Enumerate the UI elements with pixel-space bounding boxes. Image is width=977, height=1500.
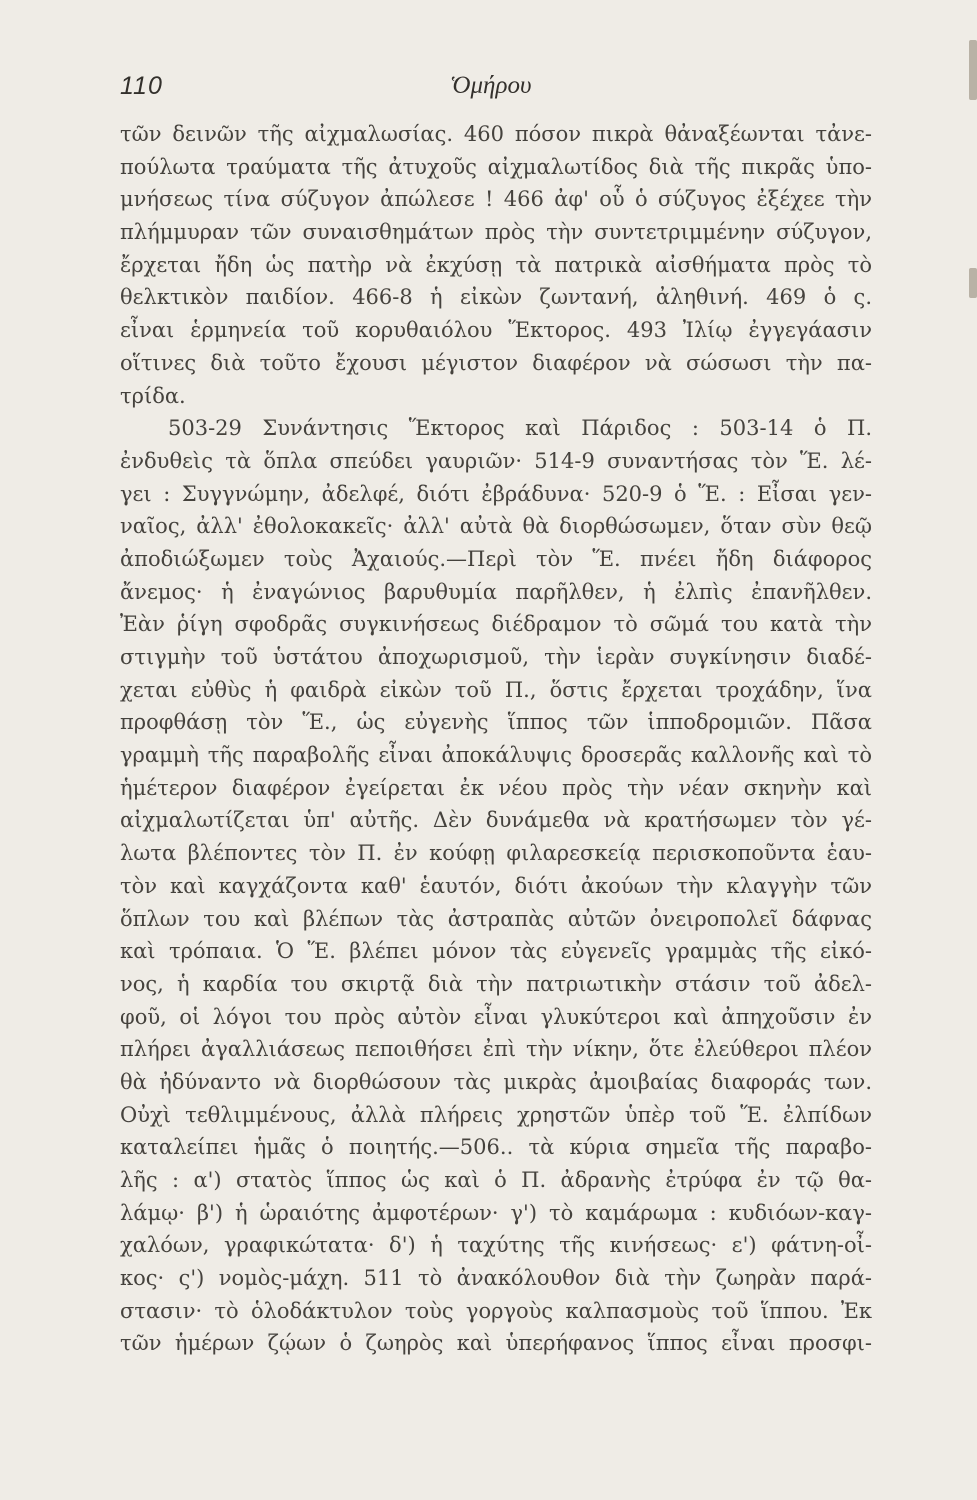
page-edge-mark	[969, 40, 977, 100]
text-line: φοῦ, οἱ λόγοι του πρὸς αὐτὸν εἶναι γλυκύτεροι καὶ ἀπηχοῦσιν ἐν	[120, 1004, 872, 1029]
text-line: χεται εὐθὺς ἡ φαιδρὰ εἰκὼν τοῦ Π., ὅστις ἔρχεται τροχάδην, ἵνα	[120, 677, 872, 702]
text-line: χαλόων, γραφικώτατα· δ') ἡ ταχύτης τῆς κινήσεως· ε') φάτνη-οἶ-	[120, 1233, 872, 1258]
text-line: πλήμμυραν τῶν συναισθημάτων πρὸς τὴν συντετριμμένην σύζυγον,	[120, 220, 872, 245]
text-line: τρίδα.	[120, 383, 186, 408]
text-line: λωτα βλέποντες τὸν Π. ἐν κούφῃ φιλαρεσκείᾳ περισκοποῦντα ἑαυ-	[120, 841, 872, 866]
text-line: πλήρει ἀγαλλιάσεως πεποιθήσει ἐπὶ τὴν νίκην, ὅτε ἐλεύθεροι πλέον	[120, 1037, 872, 1062]
text-line: τῶν ἡμέρων ζῴων ὁ ζωηρὸς καὶ ὑπερήφανος ἵππος εἶναι προσφι-	[120, 1331, 872, 1356]
text-line: στασιν· τὸ ὁλοδάκτυλον τοὺς γοργοὺς καλπασμοὺς τοῦ ἵππου. Ἐκ	[120, 1298, 872, 1323]
text-line: ἀποδιώξωμεν τοὺς Ἀχαιούς.—Περὶ τὸν Ἕ. πνέει ἤδη διάφορος	[120, 546, 872, 571]
text-line: Οὐχὶ τεθλιμμένους, ἀλλὰ πλήρεις χρηστῶν ὑπὲρ τοῦ Ἕ. ἐλπίδων	[120, 1102, 872, 1127]
text-line: καταλείπει ἡμᾶς ὁ ποιητής.—506.. τὰ κύρια σημεῖα τῆς παραβο-	[120, 1135, 872, 1160]
text-line: γει : Συγγνώμην, ἀδελφέ, διότι ἐβράδυνα· 520-9 ὁ Ἕ. : Εἶσαι γεν-	[120, 481, 872, 506]
text-line: στιγμὴν τοῦ ὑστάτου ἀποχωρισμοῦ, τὴν ἱερὰν συγκίνησιν διαδέ-	[120, 645, 872, 669]
body-text	[120, 118, 872, 1360]
text-line: ναῖος, ἀλλ' ἐθολοκακεῖς· ἀλλ' αὐτὰ θὰ διορθώσωμεν, ὅταν σὺν θεῷ	[120, 514, 872, 539]
text-line: εἶναι ἑρμηνεία τοῦ κορυθαιόλου Ἕκτορος. 493 Ἰλίῳ ἐγγεγάασιν	[120, 318, 872, 343]
text-line: θὰ ἠδύναντο νὰ διορθώσουν τὰς μικρὰς ἀμοιβαίας διαφοράς των.	[120, 1069, 872, 1094]
text-line: λῆς : α') στατὸς ἵππος ὡς καὶ ὁ Π. ἀδρανὴς ἐτρύφα ἐν τῷ θα-	[120, 1168, 872, 1192]
text-line: καὶ τρόπαια. Ὁ Ἕ. βλέπει μόνον τὰς εὐγενεῖς γραμμὰς τῆς εἰκό-	[120, 939, 872, 964]
text-line: τῶν δεινῶν τῆς αἰχμαλωσίας. 460 πόσον πικρὰ θἀναξέωνται τἀνε-	[120, 122, 872, 146]
text-line: λάμῳ· β') ἡ ὡραιότης ἀμφοτέρων· γ') τὸ καμάρωμα : κυδιόων-καγ-	[120, 1200, 872, 1225]
text-line: οἵτινες διὰ τοῦτο ἔχουσι μέγιστον διαφέρον νὰ σώσωσι τὴν πα-	[120, 350, 872, 375]
running-title: Ὁμήρου	[450, 72, 532, 99]
text-line: τὸν καὶ καγχάζοντα καθ' ἑαυτόν, διότι ἀκούων τὴν κλαγγὴν τῶν	[120, 873, 872, 898]
text-line: θελκτικὸν παιδίον. 466-8 ἡ εἰκὼν ζωντανή, ἀληθινή. 469 ὁ ς.	[120, 285, 872, 310]
text-line: νος, ἡ καρδία του σκιρτᾷ διὰ τὴν πατριωτικὴν στάσιν τοῦ ἀδελ-	[120, 971, 872, 996]
text-line: ἄνεμος· ἡ ἐναγώνιος βαρυθυμία παρῆλθεν, ἡ ἐλπὶς ἐπανῆλθεν.	[120, 579, 872, 604]
text-line: αἰχμαλωτίζεται ὑπ' αὐτῆς. Δὲν δυνάμεθα νὰ κρατήσωμεν τὸν γέ-	[120, 808, 872, 833]
text-line: πούλωτα τραύματα τῆς ἀτυχοῦς αἰχμαλωτίδος διὰ τῆς πικρᾶς ὑπο-	[120, 154, 872, 179]
text-line: γραμμὴ τῆς παραβολῆς εἶναι ἀποκάλυψις δροσερᾶς καλλονῆς καὶ τὸ	[120, 743, 872, 768]
text-line: ἔρχεται ἤδη ὡς πατὴρ νὰ ἐκχύσῃ τὰ πατρικὰ αἰσθήματα πρὸς τὸ	[120, 252, 872, 277]
text-line: ὅπλων του καὶ βλέπων τὰς ἀστραπὰς αὐτῶν ὀνειροπολεῖ δάφνας	[120, 906, 872, 931]
page-header	[120, 72, 870, 104]
text-line: κος· ς') νομὸς-μάχη. 511 τὸ ἀνακόλουθον διὰ τὴν ζωηρὰν παρά-	[120, 1266, 872, 1291]
text-line: 503-29 Συνάντησις Ἕκτορος καὶ Πάριδος : 503-14 ὁ Π.	[168, 416, 872, 441]
text-line: προφθάσῃ τὸν Ἕ., ὡς εὐγενὴς ἵππος τῶν ἱπποδρομιῶν. Πᾶσα	[120, 710, 872, 735]
text-line: ἡμέτερον διαφέρον ἐγείρεται ἐκ νέου πρὸς τὴν νέαν σκηνὴν καὶ	[120, 775, 872, 800]
page-number: 110	[120, 72, 163, 100]
text-line: μνήσεως τίνα σύζυγον ἀπώλεσε ! 466 ἀφ' οὗ ὁ σύζυγος ἐξέχεε τὴν	[120, 187, 872, 212]
text-line: ἐνδυθεὶς τὰ ὅπλα σπεύδει γαυριῶν· 514-9 συναντήσας τὸν Ἕ. λέ-	[120, 448, 872, 473]
text-line: Ἐὰν ῥίγη σφοδρᾶς συγκινήσεως διέδραμον τὸ σῶμά του κατὰ τὴν	[120, 612, 872, 637]
page-edge-mark	[969, 268, 977, 298]
